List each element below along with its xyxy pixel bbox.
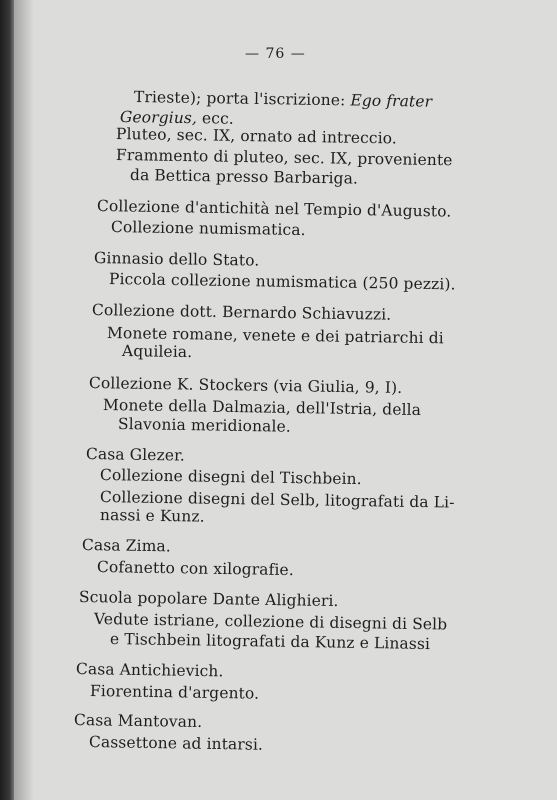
gutter-shadow	[14, 0, 34, 800]
text-line: Collezione d'antichità nel Tempio d'Augusto.	[96, 197, 452, 221]
text-line: Aquileia.	[121, 342, 193, 362]
text-line: Casa Antichievich.	[75, 660, 224, 681]
italic-text: Ego frater	[350, 91, 433, 111]
text-line: Collezione disegni del Selb, litografati da Li-	[99, 488, 455, 512]
text-line: Pluteo, sec. IX, ornato ad intreccio.	[115, 125, 398, 148]
text-line: Scuola popolare Dante Alighieri.	[78, 588, 339, 611]
text-line: Collezione K. Stockers (via Giulia, 9, I).	[88, 374, 403, 397]
text-line: Cassettone ad intarsi.	[88, 733, 264, 754]
text-line: Vedute istriane, collezione di disegni di Selb	[93, 610, 448, 634]
text-line: Monete romane, venete e dei patriarchi di	[106, 324, 444, 348]
text-line: Piccola collezione numismatica (250 pezzi).	[108, 270, 456, 294]
text-line: nassi e Kunz.	[99, 506, 205, 526]
page-number: — 76 —	[245, 46, 306, 62]
text-line: Casa Zima.	[81, 536, 171, 556]
text-line: e Tischbein litografati da Kunz e Linassi	[109, 630, 431, 654]
text-line: Casa Mantovan.	[73, 711, 203, 732]
text-line: Frammento di pluteo, sec. IX, proveniente	[115, 146, 453, 170]
text-line: Casa Glezer.	[85, 445, 186, 465]
text-line: Collezione disegni del Tischbein.	[99, 466, 362, 489]
text-line: Collezione numismatica.	[110, 218, 306, 240]
italic-text: Georgius,	[119, 108, 198, 128]
book-page	[14, 0, 557, 800]
text-line: da Bettica presso Barbariga.	[129, 166, 359, 188]
text-line: Cofanetto con xilografie.	[96, 558, 294, 580]
text-line	[134, 88, 432, 111]
text-line: Collezione dott. Bernardo Schiavuzzi.	[91, 301, 392, 324]
text-line: Monete della Dalmazia, dell'Istria, della	[102, 396, 422, 419]
text-span: Trieste); porta l'iscrizione:	[133, 88, 351, 110]
text-line: Ginnasio dello Stato.	[93, 249, 260, 270]
book-spine	[0, 0, 14, 800]
text-span: ecc.	[196, 109, 234, 128]
text-line: Fiorentina d'argento.	[89, 682, 260, 703]
text-line: Slavonia meridionale.	[117, 415, 291, 436]
